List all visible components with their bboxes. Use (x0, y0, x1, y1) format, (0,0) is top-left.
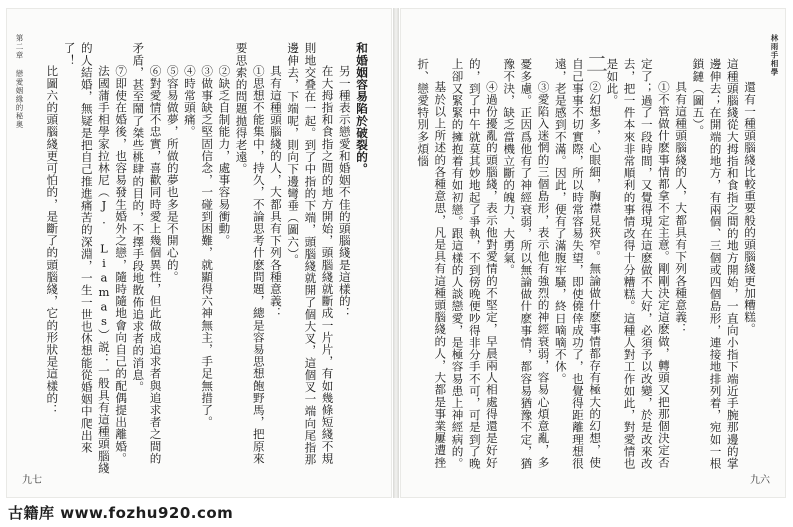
paragraph: ⑦即使在婚後，也容易發生婚外之戀，隨時隨地會向自己的配偶提出離婚。 (114, 65, 129, 465)
chapter-mark: 二 (585, 53, 608, 78)
footer-bar (0, 501, 793, 527)
right-running-head: 林雨手相學 (770, 34, 779, 77)
paragraph: 法國蒲手相學家拉林尼（J. Liamas）説：一般具有這種頭腦綫的人結婚，無疑是把自己推進痛苦的深淵，一生一世也休想能從婚姻中爬出來了！ (62, 42, 111, 474)
paragraph: ⑥對愛情不忠實，喜歡同時愛上幾個異性，但此做成追求者與追求者之間的矛盾，甚至鬧了桀些桃肆的目的，不擇手段地散佈追求者的消息。 (131, 42, 163, 465)
right-page-body (416, 58, 758, 476)
right-page (400, 8, 786, 498)
paragraph: 和婚姻容易陷於破裂的。 (355, 42, 369, 176)
paragraph: ⑤容易做夢，所做的夢也多是不開心的。 (165, 65, 180, 283)
paragraph: 這種頭腦綫從大拇指和食指之間的地方開始，一直向小指下端近手腕那邊的掌邊伸去；在開端的地方，有兩個、三個或四個島形，連接地排列着，宛如一根鎖鏈（圖五）。 (691, 58, 740, 470)
paragraph: ④過份擾亂的頭腦綫，表示他對愛情的不堅定，早晨兩人相處得還是好好的，到了中午就莫其妙地起了爭執，不到傍晚便吵得非分手不可，可是到了晚上卻又緊緊的擁抱着有如初戀。跟這樣的人談戀愛，是極容易患上神經病的。 (450, 58, 499, 470)
book-gutter (393, 8, 399, 498)
paragraph: 另一種表示戀愛和婚姻不佳的頭腦綫是這樣的： (337, 65, 352, 320)
paragraph: ③做事缺乏堅固信念，一碰到困難，就顯得六神無主，手足無措了。 (200, 65, 215, 429)
paragraph: ③愛陷入迷惘的三個島形，表示他有強烈的神經衰弱，容易心煩意亂，多憂多慮。正因爲他有了神經衰弱，所以無論做什麽事情，都容易猶豫不定，猶豫不決，缺乏當機立斷的魄力、大勇氣。 (502, 58, 551, 470)
paragraph: 在大拇指和食指之間的地方開始，頭腦綫就斷成一片片，有如幾條短綫不規則地交叠在一起。到了中指的下端，頭腦綫就開了個大叉，這個叉一端向尾指那邊伸去，下端呢，則向下邊彎垂（圖六）。 (286, 42, 335, 466)
watermark-site-name: 古籍库 (8, 504, 55, 522)
right-page-number: 九六 (750, 475, 770, 486)
watermark-url: www.fozhu920.com (60, 504, 234, 522)
paragraph: 基於以上所述的各種意思，凡是具有這種頭腦綫的人，大都是事業屢遭挫折、戀愛特別多煩惱 (416, 58, 448, 469)
left-page-body (40, 42, 370, 474)
left-running-head: 第二章 戀愛姻緣的秘奥 (15, 34, 24, 129)
paragraph: ①思想不能集中，持久，不論思考什麽問題，總是容易思想飽野馬，把原來要思索的問題拋得老遠。 (234, 42, 266, 465)
paragraph: 還有一種頭腦綫比較重要般的頭腦綫更加糟糕。 (743, 81, 757, 336)
left-page-number: 九七 (22, 475, 42, 486)
paragraph: ②缺乏自制能力，處事容易衝動。 (217, 65, 232, 247)
paragraph: ①不管做什麽事情都拿不定主意。剛剛決定這麽做，轉頭又把那個決定否定了；過了一段時間，又覺得現在這麽做不大好，必須予以改變，於是改來改去，把一件本來非常順利的事情改得十分糟糕。這種人對工作如此，對愛情也是如此。 (605, 58, 671, 470)
site-watermark (8, 502, 233, 523)
paragraph: 具有這種頭腦綫的人，大都具有下列各種意義： (268, 65, 283, 320)
paragraph: ④時常頭痛。 (182, 65, 197, 138)
paragraph: 具有這種頭腦綫的人，大都具有下列各種意義： (674, 81, 689, 336)
left-page (6, 8, 392, 498)
paragraph: ②幻想多，心眼細，胸襟見狹窄。無論做什麽事情都存有極大的幻想，使自己事事不切實際，所以時常容易失望，即使僥倖成功了，也覺得距離理想很遠，老是感到不滿。因此，便有了滿腹牢騷，終日嘀嘀不休。 (553, 58, 603, 470)
paragraph: 比圖六的頭腦綫更可怕的，是斷了的頭腦綫，它的形狀是這樣的： (45, 65, 60, 417)
